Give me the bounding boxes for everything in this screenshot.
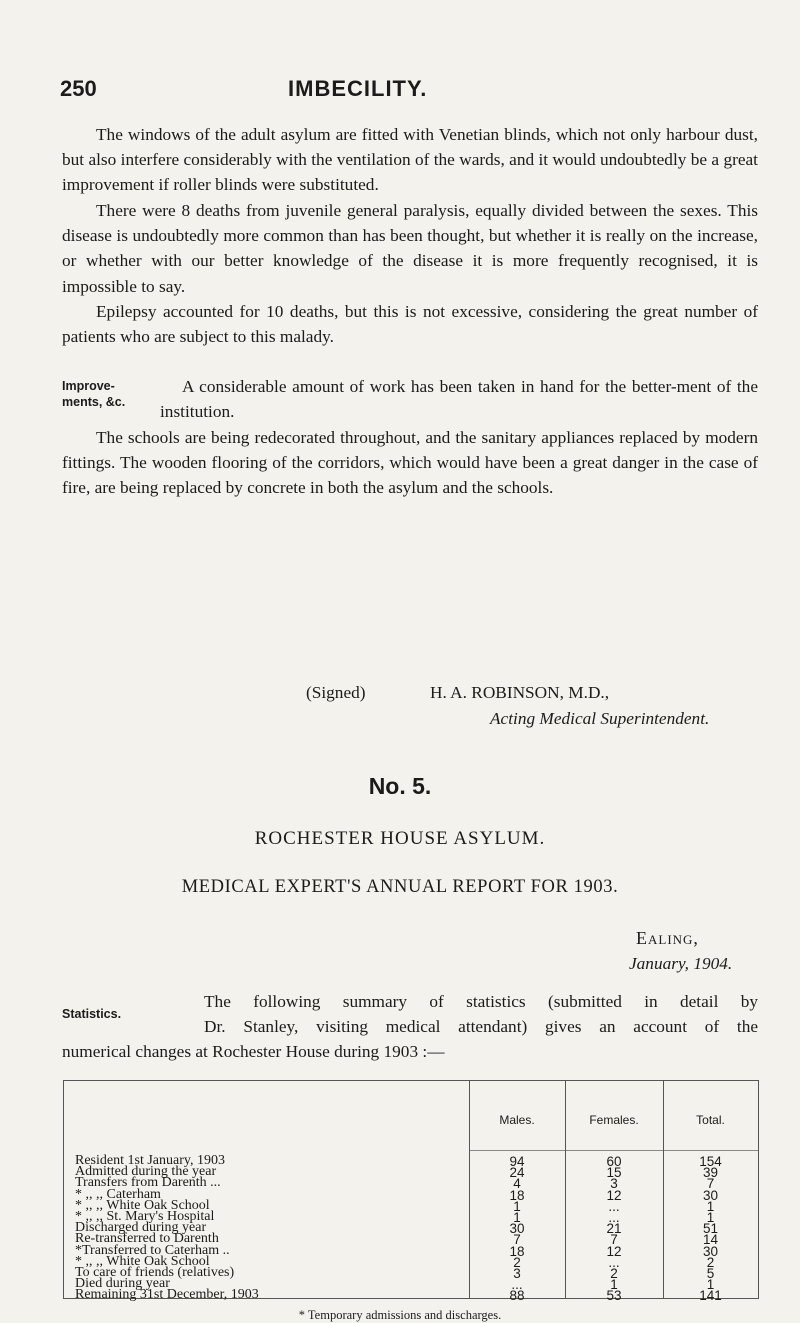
cell-total: 2 bbox=[706, 1254, 715, 1270]
cell-females: 7 bbox=[610, 1232, 618, 1248]
report-heading: MEDICAL EXPERT'S ANNUAL REPORT FOR 1903. bbox=[181, 877, 619, 897]
cell-total: 154 bbox=[699, 1154, 722, 1169]
cell-total: 30 bbox=[702, 1187, 719, 1203]
cell-females: 12 bbox=[606, 1187, 622, 1203]
table-header-rule bbox=[469, 1150, 759, 1151]
cell-males: 4 bbox=[513, 1176, 521, 1192]
row-label: * ,, ,, St. Mary's Hospital bbox=[75, 1209, 215, 1224]
cell-females: 1 bbox=[610, 1277, 618, 1293]
cell-total: 1 bbox=[706, 1277, 715, 1293]
table-top-rule bbox=[63, 1080, 759, 1081]
cell-males: 1 bbox=[513, 1210, 521, 1225]
margin-note-statistics: Statistics. bbox=[62, 1007, 122, 1021]
cell-females: ... bbox=[608, 1198, 620, 1214]
cell-total: 5 bbox=[706, 1266, 715, 1281]
header-males: Males. bbox=[499, 1113, 535, 1127]
paragraph-statistics bbox=[62, 989, 758, 1064]
cell-males: 94 bbox=[509, 1154, 525, 1169]
cell-total: 14 bbox=[702, 1232, 719, 1248]
cell-females: 21 bbox=[606, 1221, 622, 1237]
statistics-line-1: The following summary of statistics (submitted in detail by bbox=[204, 992, 758, 1011]
header-females: Females. bbox=[589, 1113, 639, 1127]
cell-females: 2 bbox=[610, 1266, 618, 1281]
cell-females: 15 bbox=[606, 1165, 622, 1181]
cell-females: ... bbox=[608, 1254, 620, 1270]
statistics-line-3: numerical changes at Rochester House during 1903 :— bbox=[62, 1042, 445, 1061]
running-title: IMBECILITY. bbox=[288, 76, 428, 101]
cell-females: 53 bbox=[606, 1288, 622, 1304]
row-label: * ,, ,, White Oak School bbox=[75, 1253, 210, 1269]
paragraph-epilepsy: Epilepsy accounted for 10 deaths, but this is not excessive, considering the great number of patients who are subject to this malady. bbox=[62, 302, 758, 347]
cell-males: 7 bbox=[513, 1232, 521, 1248]
report-place: Ealing, bbox=[636, 928, 699, 948]
row-label: Remaining 31st December, 1903 bbox=[75, 1287, 259, 1303]
report-date: January, 1904. bbox=[629, 954, 733, 973]
margin-note-improvements: Improve-ments, &c. bbox=[62, 379, 126, 409]
cell-total: 51 bbox=[702, 1221, 719, 1237]
cell-females: ... bbox=[608, 1210, 620, 1225]
statistics-table bbox=[63, 1080, 759, 1304]
paragraph-schools: The schools are being redecorated throughout, and the sanitary appliances replaced by modern fittings. The wooden flooring of the corridors, which would have been a great danger in the case of fire, are being replaced by concrete in both the asylum and the schools. bbox=[62, 428, 758, 498]
row-label: Resident 1st January, 1903 bbox=[75, 1153, 225, 1168]
row-label: * ,, ,, Caterham bbox=[75, 1186, 161, 1202]
cell-males: 88 bbox=[509, 1288, 525, 1304]
cell-total: 141 bbox=[699, 1288, 722, 1304]
row-label: Transfers from Darenth ... bbox=[75, 1175, 221, 1191]
row-label: Admitted during the year bbox=[75, 1164, 217, 1180]
page-number: 250 bbox=[60, 76, 97, 101]
paragraph-paralysis: There were 8 deaths from juvenile general paralysis, equally divided between the sexes. This disease is undoubtedly more common than has been thought, but whether it is really on the increase, or whether with our better knowledge of the disease it is more frequently recognised, it is impossible to say. bbox=[62, 201, 758, 296]
cell-total: 7 bbox=[706, 1176, 715, 1192]
row-label: Died during year bbox=[75, 1276, 170, 1292]
cell-males: 18 bbox=[509, 1187, 525, 1203]
signed-label: (Signed) bbox=[306, 683, 366, 702]
signatory-name: H. A. ROBINSON, M.D., bbox=[430, 683, 610, 702]
cell-total: 1 bbox=[706, 1210, 715, 1225]
cell-males: 3 bbox=[513, 1266, 521, 1281]
footnote: * Temporary admissions and discharges. bbox=[298, 1308, 502, 1322]
row-label: To care of friends (relatives) bbox=[75, 1265, 235, 1280]
cell-males: 30 bbox=[509, 1221, 525, 1237]
cell-males: ... bbox=[511, 1277, 523, 1293]
cell-females: 60 bbox=[606, 1154, 622, 1169]
paragraph-blinds: The windows of the adult asylum are fitted with Venetian blinds, which not only harbour dust, but also interfere considerably with the ventilation of the wards, and it would undoubtedly be a great improvement if roller blinds were substituted. bbox=[62, 125, 758, 195]
row-label: Discharged during year bbox=[75, 1220, 207, 1236]
row-label: *Transferred to Caterham .. bbox=[75, 1242, 230, 1258]
paragraph-improvements: A considerable amount of work has been taken in hand for the better-ment of the institution. bbox=[160, 377, 758, 422]
header-total: Total. bbox=[696, 1113, 725, 1127]
section-number: No. 5. bbox=[368, 773, 432, 799]
cell-males: 2 bbox=[513, 1254, 521, 1270]
cell-males: 24 bbox=[509, 1165, 525, 1181]
table-right-rule bbox=[758, 1080, 759, 1299]
cell-total: 39 bbox=[702, 1165, 719, 1181]
cell-males: 18 bbox=[509, 1243, 525, 1259]
signatory-title: Acting Medical Superintendent. bbox=[490, 709, 710, 728]
table-left-rule bbox=[63, 1080, 64, 1299]
cell-males: 1 bbox=[513, 1198, 521, 1214]
cell-total: 30 bbox=[702, 1243, 719, 1259]
row-label: Re-transferred to Darenth bbox=[75, 1231, 219, 1247]
cell-females: 3 bbox=[610, 1176, 618, 1192]
cell-females: 12 bbox=[606, 1243, 622, 1259]
statistics-line-2: Dr. Stanley, visiting medical attendant) gives an account of the bbox=[204, 1017, 758, 1036]
row-label: * ,, ,, White Oak School bbox=[75, 1197, 210, 1213]
cell-total: 1 bbox=[706, 1198, 715, 1214]
asylum-heading: ROCHESTER HOUSE ASYLUM. bbox=[254, 828, 546, 849]
